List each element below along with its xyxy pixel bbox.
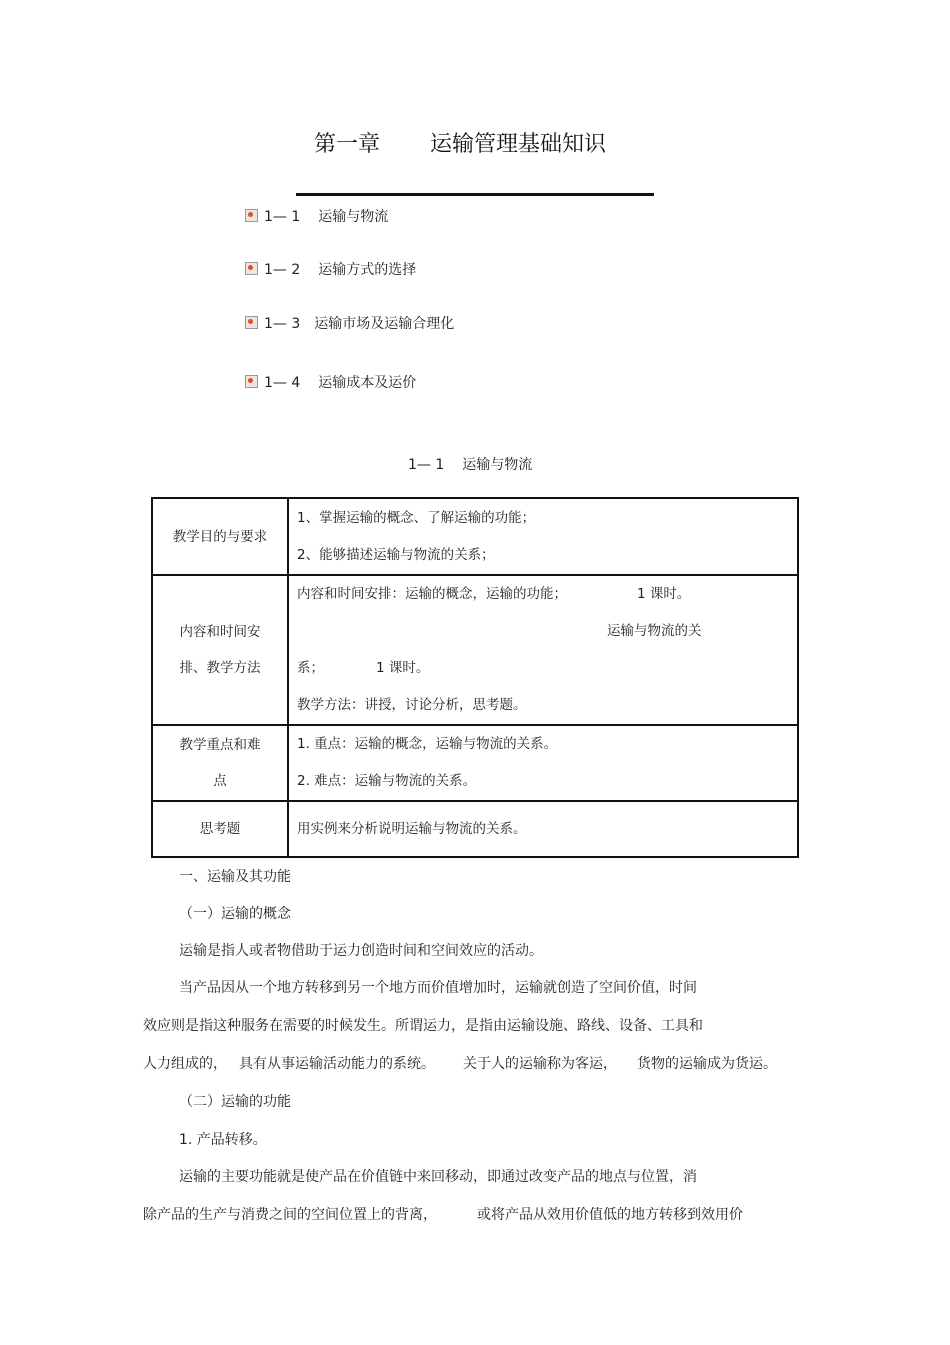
toc-item-3[interactable] — [245, 313, 454, 333]
toc-label: 运输方式的选择 — [318, 262, 417, 278]
table-row — [152, 498, 798, 575]
cell-line: 2. 难点：运输与物流的关系。 — [297, 773, 477, 789]
row-content — [288, 575, 798, 725]
page-title: 运输管理基础知识 — [430, 132, 607, 157]
cell-line: 内容和时间安排：运输的概念，运输的功能； 1 课时。 — [297, 586, 691, 602]
toc-label: 运输市场及运输合理化 — [314, 316, 455, 332]
bullet-icon — [245, 316, 258, 329]
heading-level-2: （二）运输的功能 — [179, 1094, 291, 1110]
toc-item-1[interactable] — [245, 206, 388, 226]
cell-line: 1. 重点：运输的概念，运输与物流的关系。 — [297, 736, 558, 752]
table-row — [152, 801, 798, 857]
cell-line: 1、掌握运输的概念、了解运输的功能； — [297, 509, 536, 526]
table-row — [152, 575, 798, 725]
toc-label: 运输与物流 — [318, 209, 389, 225]
title-rule — [296, 193, 654, 196]
row-label: 内容和时间安 排、教学方法 — [152, 575, 288, 725]
row-label: 教学重点和难 点 — [152, 725, 288, 801]
paragraph-line: 人力组成的， 具有从事运输活动能力的系统。 关于人的运输称为客运， 货物的运输成为货运。 — [143, 1056, 777, 1072]
paragraph-line: 效应则是指这种服务在需要的时候发生。所谓运力，是指由运输设施、路线、设备、工具和 — [143, 1018, 703, 1034]
toc-number: 1— 3 — [264, 316, 301, 332]
paragraph-line: 除产品的生产与消费之间的空间位置上的背离， 或将产品从效用价值低的地方转移到效用价 — [143, 1207, 743, 1223]
bullet-icon — [245, 209, 258, 222]
toc-label: 运输成本及运价 — [318, 375, 417, 391]
bullet-icon — [245, 375, 258, 388]
toc-number: 1— 4 — [264, 375, 301, 391]
paragraph-line: 当产品因从一个地方转移到另一个地方而价值增加时，运输就创造了空间价值，时间 — [179, 980, 697, 996]
paragraph-line: 运输的主要功能就是使产品在价值链中来回移动，即通过改变产品的地点与位置，消 — [179, 1169, 697, 1185]
heading-level-1: 一、运输及其功能 — [179, 869, 291, 885]
row-label: 教学目的与要求 — [152, 498, 288, 575]
table-row — [152, 725, 798, 801]
paragraph: 运输是指人或者物借助于运力创造时间和空间效应的活动。 — [179, 943, 543, 959]
toc-item-2[interactable] — [245, 259, 416, 279]
row-content — [288, 498, 798, 575]
bullet-icon — [245, 262, 258, 275]
section-label: 运输与物流 — [462, 457, 533, 473]
cell-line: 教学方法：讲授，讨论分析，思考题。 — [297, 697, 527, 713]
lesson-plan-table — [151, 497, 799, 858]
cell-line: 用实例来分析说明运输与物流的关系。 — [297, 820, 527, 837]
heading-level-2: （一）运输的概念 — [179, 906, 291, 922]
toc-item-4[interactable] — [245, 372, 416, 392]
row-content — [288, 725, 798, 801]
toc-number: 1— 2 — [264, 262, 301, 278]
cell-line: 系； 1 课时。 — [297, 660, 430, 676]
toc-number: 1— 1 — [264, 209, 301, 225]
heading-level-3: 1. 产品转移。 — [179, 1132, 267, 1148]
cell-line: 2、能够描述运输与物流的关系； — [297, 546, 495, 563]
row-content — [288, 801, 798, 857]
section-number: 1— 1 — [408, 457, 445, 473]
cell-line: 运输与物流的关 — [607, 623, 702, 639]
row-label: 思考题 — [152, 801, 288, 857]
chapter-number: 第一章 — [314, 132, 381, 157]
section-heading — [408, 454, 532, 474]
